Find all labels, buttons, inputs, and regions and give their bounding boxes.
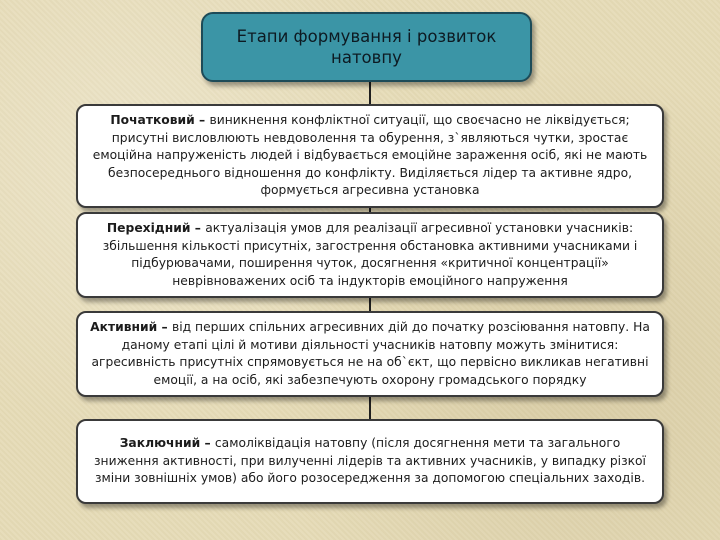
- stage-initial-description: виникнення конфліктної ситуації, що своєчасно не ліквідується; присутні висловлюють невдоволення та обурення, з`являються чутки, зростає емоційна напруженість людей і відбувається емоційне зараження осіб, які не мають безпосереднього відношення до конфлікту. Виділяється лідер та активне ядро, формується агресивна установка: [92, 113, 648, 198]
- stage-initial-separator: –: [194, 113, 210, 128]
- stage-initial-name: Початковий: [110, 113, 195, 128]
- stage-final-description: самоліквідація натовпу (після досягнення мети та загального зниження активності, при вилученні лідерів та активних учасників, у випадку різкої зміни зовнішніх умов) або його розосередження за допомогою спеціальних заходів.: [94, 436, 646, 486]
- stage-active-box: [76, 311, 664, 397]
- stage-initial-box: [76, 104, 664, 208]
- diagram-title-box: [201, 12, 532, 82]
- stage-active-text: [86, 319, 654, 389]
- stage-transitional-box: [76, 212, 664, 298]
- stage-initial-text: [86, 112, 654, 200]
- stage-transitional-separator: –: [190, 221, 206, 235]
- stage-active-description: від перших спільних агресивних дій до початку розсіювання натовпу. На даному етапі цілі й мотиви діяльності учасників натовпу можуть змінитися: агресивність присутніх спрямовується не на об`єкт, що первісно викликав негативні емоції, а на осіб, які забезпечують охорону громадського порядку: [91, 320, 650, 387]
- stage-transitional-name: Перехідний: [106, 221, 191, 235]
- stage-active-separator: –: [157, 320, 172, 334]
- diagram-title: Етапи формування і розвиток натовпу: [236, 27, 497, 67]
- stage-final-box: [76, 419, 664, 504]
- stage-final-text: [86, 435, 654, 488]
- stage-final-name: Заключний: [119, 436, 201, 451]
- stage-active-name: Активний: [90, 320, 158, 334]
- stage-transitional-text: [86, 220, 654, 290]
- stage-final-separator: –: [200, 436, 215, 451]
- stage-transitional-description: актуалізація умов для реалізації агресивної установки учасників: збільшення кількості присутніх, загострення обстановка активними учасниками і підбурювачами, поширення чуток, досягнення «критичної концентрації» неврівноважених осіб та індукторів емоційного напруження: [102, 221, 638, 288]
